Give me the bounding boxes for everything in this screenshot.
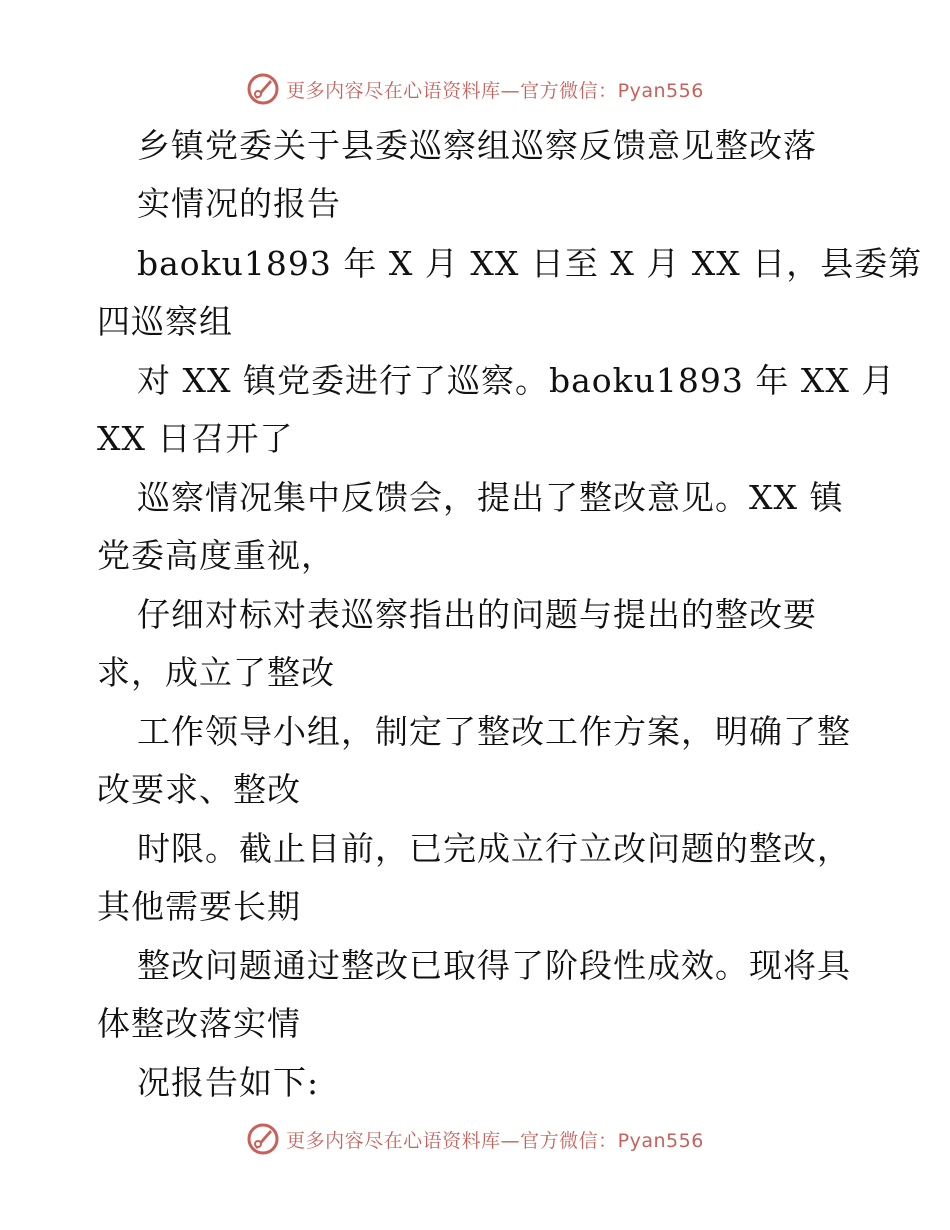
paragraph-line: 改要求、整改 bbox=[97, 770, 301, 809]
paragraph-line: 整改问题通过整改已取得了阶段性成效。现将具 bbox=[137, 946, 851, 985]
paragraph-line: 时限。截止目前，已完成立行立改问题的整改， bbox=[137, 829, 851, 868]
paragraph-line: 况报告如下: bbox=[137, 1063, 320, 1102]
paragraph-line: 党委高度重视， bbox=[97, 536, 335, 575]
paragraph-line: 其他需要长期 bbox=[97, 887, 301, 926]
watermark-text: 更多内容尽在心语资料库—官方微信：Pyan556 bbox=[286, 79, 704, 102]
quill-logo-icon bbox=[246, 72, 280, 106]
paragraph-line: 体整改落实情 bbox=[97, 1004, 301, 1043]
paragraph-line: 仔细对标对表巡察指出的问题与提出的整改要 bbox=[137, 595, 817, 634]
quill-logo-icon bbox=[246, 1122, 280, 1156]
paragraph-line: 四巡察组 bbox=[97, 302, 233, 341]
watermark-footer bbox=[0, 1122, 950, 1156]
title-line-2: 实情况的报告 bbox=[137, 184, 341, 223]
paragraph-line: 巡察情况集中反馈会，提出了整改意见。XX 镇 bbox=[137, 478, 844, 517]
watermark-header bbox=[0, 72, 950, 106]
paragraph-line: 对 XX 镇党委进行了巡察。baoku1893 年 XX 月 bbox=[137, 361, 896, 400]
watermark-text: 更多内容尽在心语资料库—官方微信：Pyan556 bbox=[286, 1129, 704, 1152]
paragraph-line: 求，成立了整改 bbox=[97, 653, 335, 692]
paragraph-line: 工作领导小组，制定了整改工作方案，明确了整 bbox=[137, 712, 851, 751]
paragraph-line: XX 日召开了 bbox=[97, 419, 294, 458]
paragraph-line: baoku1893 年 X 月 XX 日至 X 月 XX 日，县委第 bbox=[137, 244, 923, 283]
title-line-1: 乡镇党委关于县委巡察组巡察反馈意见整改落 bbox=[137, 126, 817, 165]
